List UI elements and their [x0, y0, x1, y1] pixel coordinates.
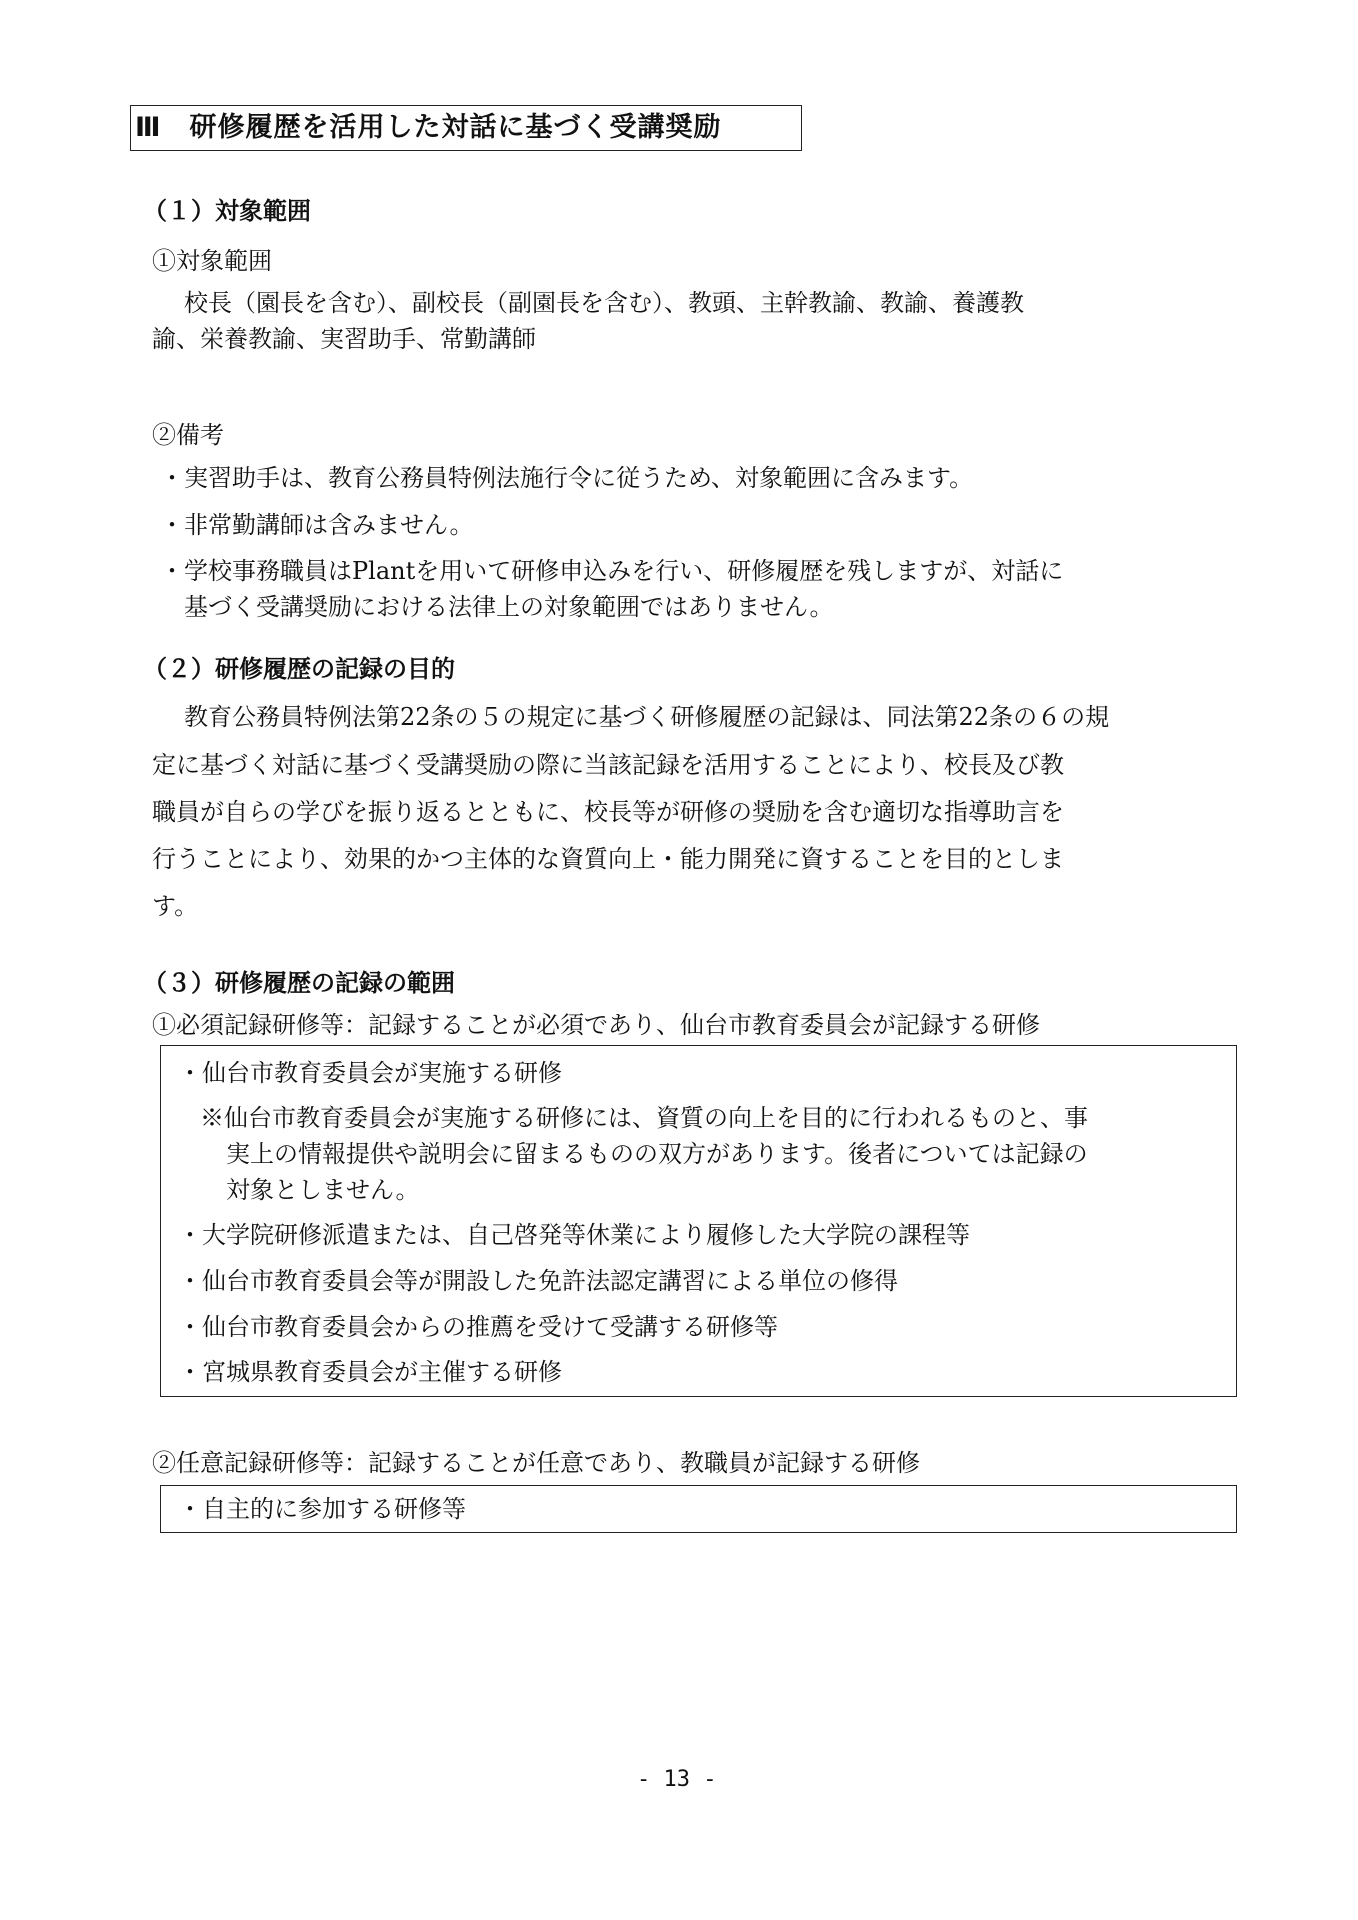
- section3-heading: （３）研修履歴の記録の範囲: [143, 969, 455, 997]
- section1-sub2-label: ②備考: [152, 421, 224, 449]
- section1-heading: （１）対象範囲: [143, 197, 311, 225]
- list-item: ・自主的に参加する研修等: [178, 1495, 466, 1523]
- list-item: ・宮城県教育委員会が主催する研修: [178, 1358, 562, 1386]
- section1-sub1-line: 校長（園長を含む）、副校長（副園長を含む）、教頭、主幹教諭、教諭、養護教: [184, 289, 1024, 317]
- section2-paragraph-line: 定に基づく対話に基づく受講奨励の際に当該記録を活用することにより、校長及び教: [152, 751, 1064, 779]
- page-number: - 13 -: [637, 1767, 717, 1792]
- note-bullet-continuation: 基づく受講奨励における法律上の対象範囲ではありません。: [184, 593, 834, 621]
- section2-paragraph-line: 行うことにより、効果的かつ主体的な資質向上・能力開発に資することを目的としま: [152, 845, 1064, 873]
- note-item-continuation: 実上の情報提供や説明会に留まるものの双方があります。後者については記録の: [226, 1140, 1088, 1168]
- section1-sub1-line: 諭、栄養教諭、実習助手、常勤講師: [152, 325, 536, 353]
- note-bullet: ・実習助手は、教育公務員特例法施行令に従うため、対象範囲に含みます。: [160, 464, 974, 492]
- section2-paragraph-line: 教育公務員特例法第22条の５の規定に基づく研修履歴の記録は、同法第22条の６の規: [184, 703, 1110, 731]
- section2-heading: （２）研修履歴の記録の目的: [143, 655, 455, 683]
- list-item: ・大学院研修派遣または、自己啓発等休業により履修した大学院の課程等: [178, 1221, 970, 1249]
- section3-sub1-label: ①必須記録研修等：記録することが必須であり、仙台市教育委員会が記録する研修: [152, 1011, 1040, 1039]
- section2-paragraph-line: す。: [152, 892, 199, 920]
- list-item: ・仙台市教育委員会が実施する研修: [178, 1059, 562, 1087]
- list-item: ・仙台市教育委員会等が開設した免許法認定講習による単位の修得: [178, 1267, 898, 1295]
- section1-sub1-label: ①対象範囲: [152, 247, 272, 275]
- section3-sub2-label: ②任意記録研修等：記録することが任意であり、教職員が記録する研修: [152, 1449, 920, 1477]
- note-item: ※仙台市教育委員会が実施する研修には、資質の向上を目的に行われるものと、事: [200, 1104, 1088, 1132]
- section-title: Ⅲ 研修履歴を活用した対話に基づく受講奨励: [130, 105, 802, 151]
- section2-paragraph-line: 職員が自らの学びを振り返るとともに、校長等が研修の奨励を含む適切な指導助言を: [152, 798, 1064, 826]
- note-bullet: ・非常勤講師は含みません。: [160, 511, 474, 539]
- note-item-continuation: 対象としません。: [226, 1176, 420, 1204]
- list-item: ・仙台市教育委員会からの推薦を受けて受講する研修等: [178, 1313, 778, 1341]
- note-bullet: ・学校事務職員はPlantを用いて研修申込みを行い、研修履歴を残しますが、対話に: [160, 557, 1064, 585]
